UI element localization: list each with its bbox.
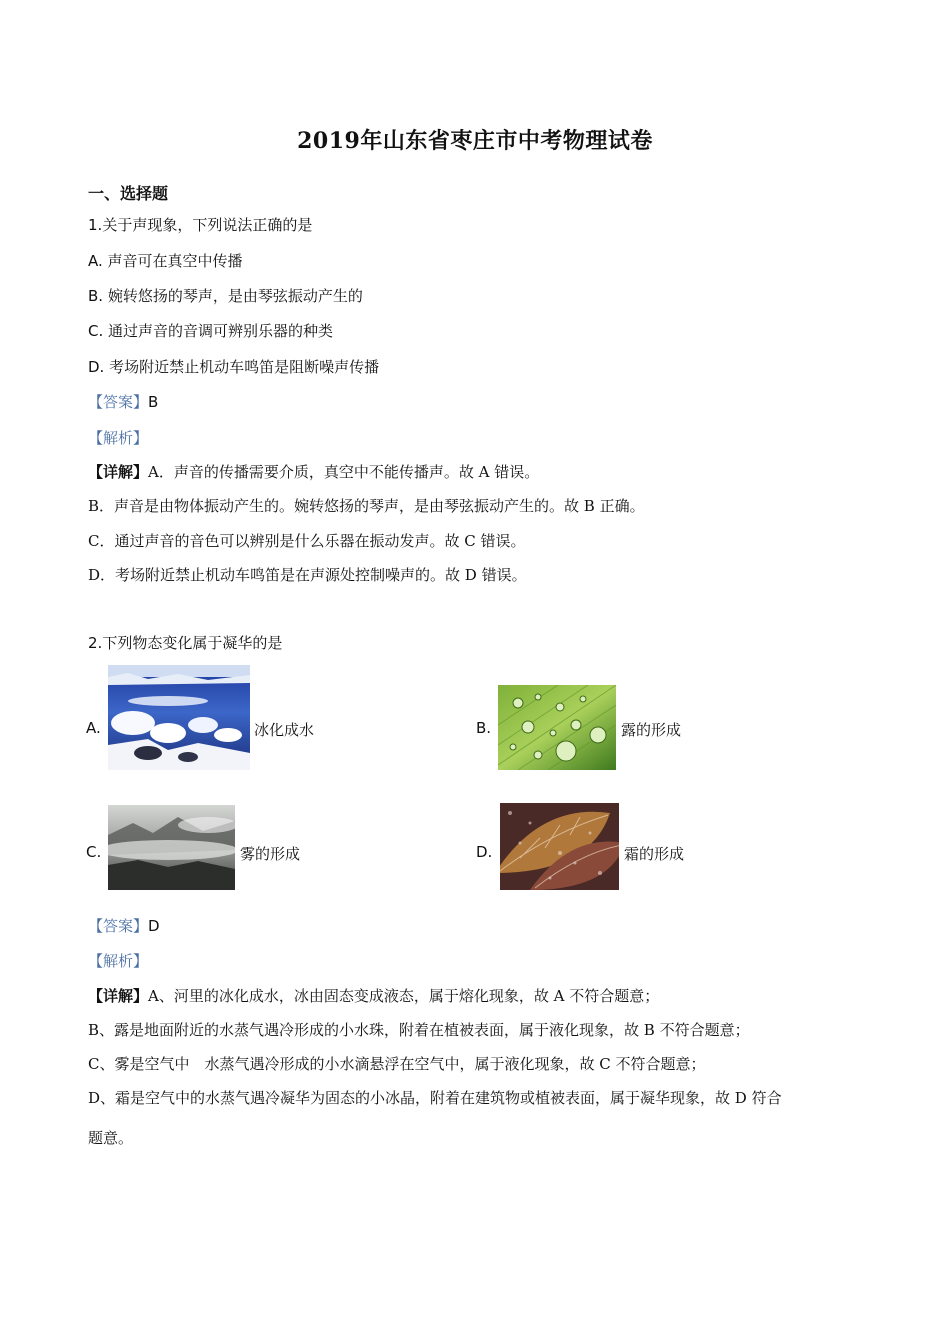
q1-answer — [88, 391, 158, 413]
q2-detail-3: D、霜是空气中的水蒸气遇冷凝华为固态的小冰晶，附着在建筑物或植被表面，属于凝华现象，故 D 符合 — [88, 1089, 782, 1107]
question-number: 2. — [88, 634, 103, 652]
q1-analysis-label: 【解析】 — [88, 429, 149, 447]
q2-detail-4: 题意。 — [88, 1129, 134, 1147]
q1-detail-2: C．通过声音的音色可以辨别是什么乐器在振动发声。故 C 错误。 — [88, 532, 526, 550]
answer-label: 【答案】 — [88, 393, 149, 411]
q2-answer — [88, 915, 160, 937]
q2-detail-2: C、雾是空气中 水蒸气遇冷形成的小水滴悬浮在空气中，属于液化现象，故 C 不符合题意； — [88, 1055, 706, 1073]
q1-detail-1: B．声音是由物体振动产生的。婉转悠扬的琴声，是由琴弦振动产生的。故 B 正确。 — [88, 497, 645, 515]
section-heading: 一、选择题 — [88, 184, 169, 203]
question-2-stem: 2.下列物态变化属于凝华的是 — [88, 634, 283, 652]
q2-option-b-letter: B. — [476, 719, 492, 737]
q1-option-a: A. 声音可在真空中传播 — [88, 252, 243, 270]
answer-value: D — [148, 917, 160, 935]
q2-option-d-letter: D. — [476, 843, 493, 861]
question-1-stem: 1.关于声现象，下列说法正确的是 — [88, 216, 313, 234]
question-number: 1. — [88, 216, 103, 234]
q2-option-c-text: 雾的形成 — [240, 845, 301, 863]
dew-leaf-photo — [498, 685, 616, 770]
q2-analysis-label: 【解析】 — [88, 952, 149, 970]
q1-option-b: B. 婉转悠扬的琴声，是由琴弦振动产生的 — [88, 287, 363, 305]
snowy-river-photo — [108, 665, 250, 770]
q1-option-d: D. 考场附近禁止机动车鸣笛是阻断噪声传播 — [88, 358, 380, 376]
page-title: 2019年山东省枣庄市中考物理试卷 — [297, 128, 653, 154]
q2-option-b-text: 露的形成 — [621, 721, 682, 739]
answer-label: 【答案】 — [88, 917, 149, 935]
q1-detail-3: D．考场附近禁止机动车鸣笛是在声源处控制噪声的。故 D 错误。 — [88, 566, 527, 584]
answer-value: B — [148, 393, 159, 411]
detail-label: 【详解】 — [88, 987, 149, 1005]
q1-detail-0: 【详解】A．声音的传播需要介质，真空中不能传播声。故 A 错误。 — [88, 463, 540, 481]
frost-leaf-photo — [500, 803, 619, 890]
q1-option-c: C. 通过声音的音调可辨别乐器的种类 — [88, 322, 334, 340]
detail-label: 【详解】 — [88, 463, 149, 481]
q2-option-c-letter: C. — [86, 843, 102, 861]
q2-detail-0: 【详解】A、河里的冰化成水，冰由固态变成液态，属于熔化现象，故 A 不符合题意； — [88, 987, 660, 1005]
q2-option-a-letter: A. — [86, 719, 101, 737]
q2-option-a-text: 冰化成水 — [254, 721, 315, 739]
q2-detail-1: B、露是地面附近的水蒸气遇冷形成的小水珠，附着在植被表面，属于液化现象，故 B 不符合题意； — [88, 1021, 750, 1039]
fog-mountain-photo — [108, 805, 235, 890]
q2-option-d-text: 霜的形成 — [624, 845, 685, 863]
